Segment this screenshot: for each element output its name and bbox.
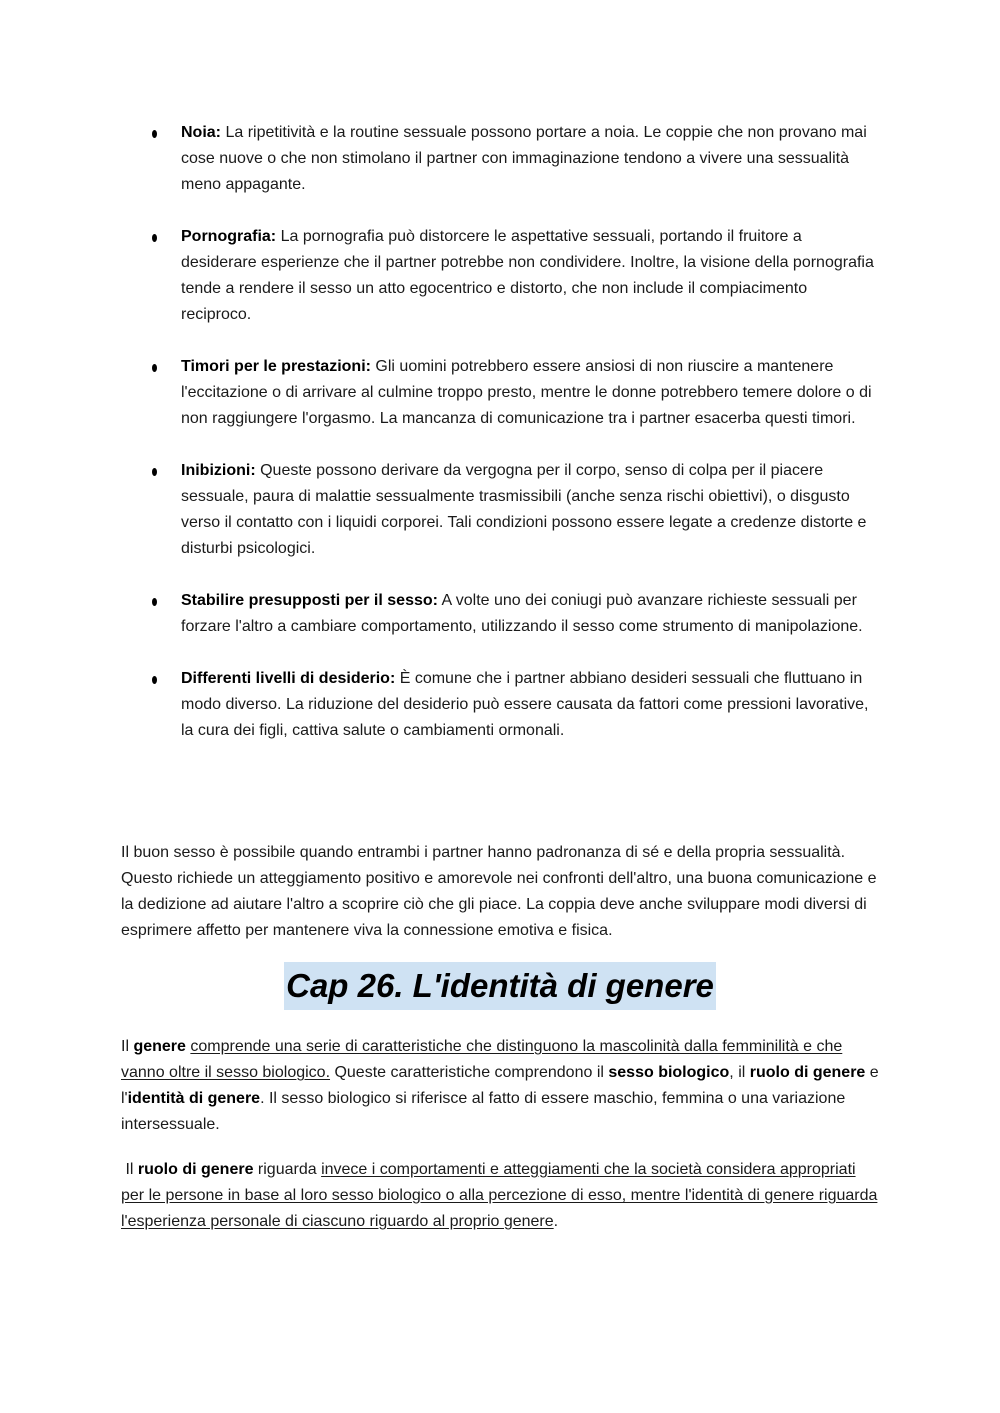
text-run: , il: [729, 1064, 750, 1081]
bold-term: genere: [133, 1038, 186, 1055]
chapter-title: Cap 26. L'identità di genere: [284, 962, 716, 1010]
bullet-term: Stabilire presupposti per il sesso:: [181, 592, 438, 609]
bold-term: identità di genere: [127, 1090, 261, 1107]
bullet-icon: [152, 676, 157, 684]
bullet-icon: [152, 598, 157, 606]
bullet-text: A volte uno dei coniugi può avanzare richieste sessuali per forzare l'altro a cambiare comportamento, utilizzando il sesso come strumento di manipolazione.: [181, 592, 863, 635]
text-run: Il: [121, 1161, 138, 1178]
underlined-text: invece i comportamenti e atteggiamenti che la società considera appropriati per le persone in base al loro sesso biologico o alla percezione di esso, mentre l'identità di genere riguarda l'esperienza personale di ciascuno riguardo al proprio genere: [121, 1161, 878, 1230]
text-run: riguarda: [253, 1161, 322, 1178]
bullet-item-noia: [0, 120, 1000, 198]
bullet-icon: [152, 130, 157, 138]
bullet-item-desiderio: [0, 666, 1000, 744]
bullet-icon: [152, 468, 157, 476]
bullet-term: Timori per le prestazioni:: [181, 358, 371, 375]
bullet-text: La pornografia può distorcere le aspettative sessuali, portando il fruitore a desiderare esperienze che il partner potrebbe non condividere. Inoltre, la visione della pornografia tende a rendere il sesso un atto egocentrico e distorto, che non include il compiacimento reciproco.: [181, 228, 874, 323]
bullet-term: Differenti livelli di desiderio:: [181, 670, 396, 687]
bullet-term: Pornografia:: [181, 228, 277, 245]
summary-paragraph: Il buon sesso è possibile quando entrambi i partner hanno padronanza di sé e della propria sessualità. Questo richiede un atteggiamento positivo e amorevole nei confronti dell'altro, una buona comunicazione e la dedizione ad aiutare l'altro a scoprire ciò che gli piace. La coppia deve anche sviluppare modi diversi di esprimere affetto per mantenere viva la connessione emotiva e fisica.: [121, 844, 877, 939]
text-run: Il: [121, 1038, 134, 1055]
gender-definition-paragraph: [121, 1034, 881, 1138]
bullet-item-timori: [0, 354, 1000, 432]
bullet-icon: [152, 364, 157, 372]
bullet-term: Noia:: [181, 124, 221, 141]
bullet-item-presupposti: [0, 588, 1000, 640]
chapter-heading-container: [0, 962, 1000, 1010]
bullet-text: È comune che i partner abbiano desideri sessuali che fluttuano in modo diverso. La riduzione del desiderio può essere causata da fattori come pressioni lavorative, la cura dei figli, cattiva salute o cambiamenti ormonali.: [181, 670, 869, 739]
bold-term: ruolo di genere: [749, 1064, 866, 1081]
bold-term: sesso biologico: [608, 1064, 730, 1081]
gender-role-paragraph: [121, 1157, 881, 1235]
issues-bullet-list: [0, 120, 1000, 770]
underlined-text: comprende una serie di caratteristiche che distinguono la mascolinità dalla femminilità e che vanno oltre il sesso biologico.: [121, 1038, 843, 1081]
bullet-item-pornografia: [0, 224, 1000, 328]
bullet-text: Gli uomini potrebbero essere ansiosi di non riuscire a mantenere l'eccitazione o di arrivare al culmine troppo presto, mentre le donne potrebbero temere dolore o di non raggiungere l'orgasmo. La mancanza di comunicazione tra i partner esacerba questi timori.: [181, 358, 872, 427]
bullet-icon: [152, 234, 157, 242]
text-run: Queste caratteristiche comprendono il: [330, 1064, 609, 1081]
text-run: . Il sesso biologico si riferisce al fatto di essere maschio, femmina o una variazione intersessuale.: [121, 1090, 846, 1133]
bullet-term: Inibizioni:: [181, 462, 256, 479]
bullet-text: Queste possono derivare da vergogna per il corpo, senso di colpa per il piacere sessuale, paura di malattie sessualmente trasmissibili (anche senza rischi obiettivi), o disgusto verso il contatto con i liquidi corporei. Tali condizioni possono essere legate a credenze distorte e disturbi psicologici.: [181, 462, 867, 557]
bullet-text: La ripetitività e la routine sessuale possono portare a noia. Le coppie che non provano mai cose nuove o che non stimolano il partner con immaginazione tendono a vivere una sessualità meno appagante.: [181, 124, 867, 193]
bullet-item-inibizioni: [0, 458, 1000, 562]
bold-term: ruolo di genere: [137, 1161, 254, 1178]
text-run: e l': [121, 1064, 879, 1107]
text-run: .: [553, 1213, 559, 1230]
